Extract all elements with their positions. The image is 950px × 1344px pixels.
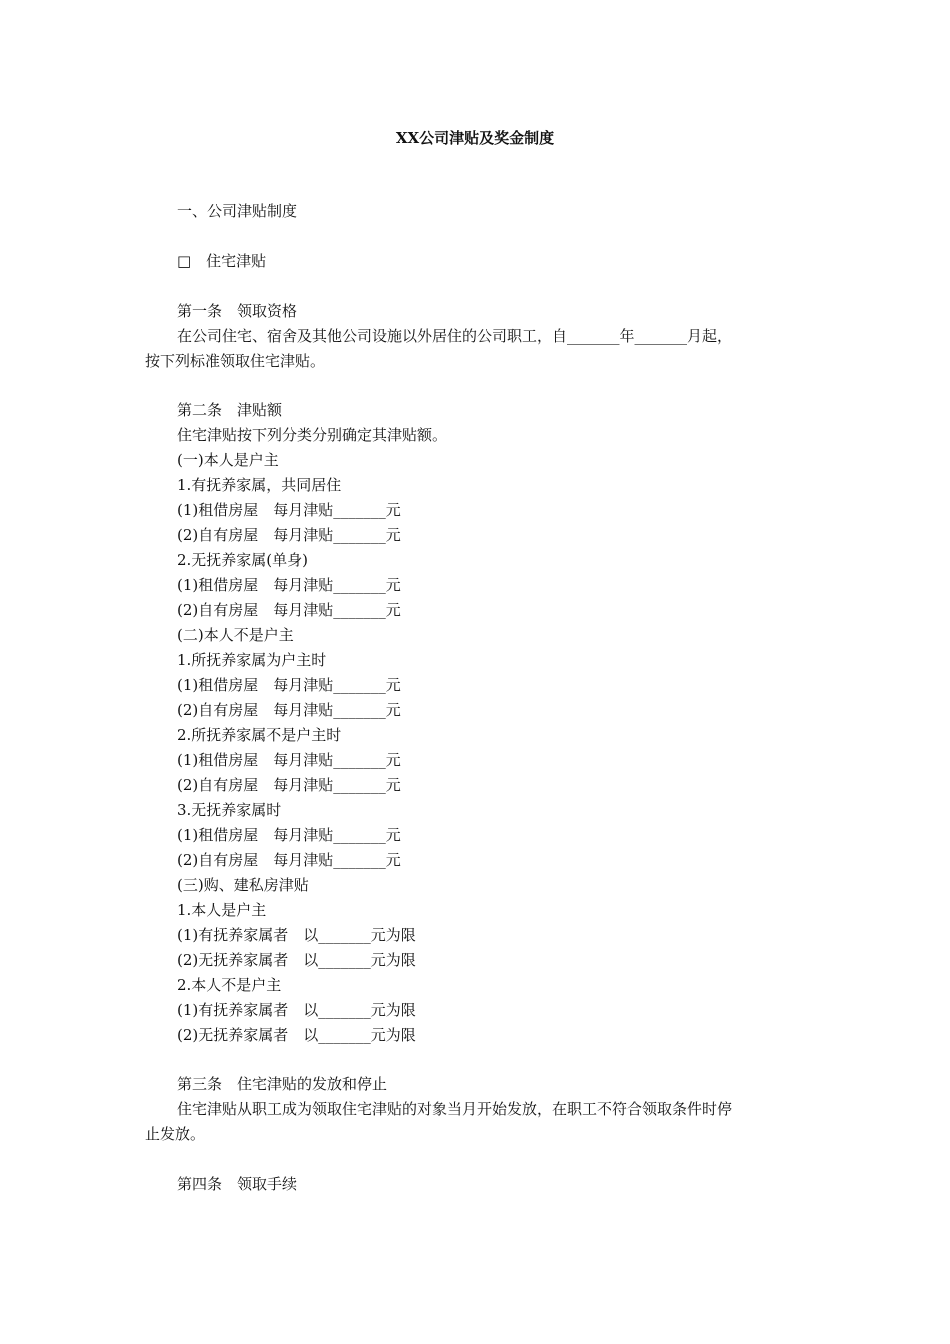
article-heading: 第四条 领取手续 xyxy=(177,1175,298,1193)
list-item: (2)自有房屋 每月津贴_______元 xyxy=(177,526,401,544)
list-item: (1)租借房屋 每月津贴_______元 xyxy=(177,576,401,594)
list-item: (1)有抚养家属者 以_______元为限 xyxy=(177,926,416,944)
paragraph-line: 住宅津贴按下列分类分别确定其津贴额。 xyxy=(177,426,448,444)
article-heading: 第三条 住宅津贴的发放和停止 xyxy=(177,1075,388,1093)
list-heading: (二)本人不是户主 xyxy=(177,626,294,644)
paragraph-line: 住宅津贴从职工成为领取住宅津贴的对象当月开始发放，在职工不符合领取条件时停 xyxy=(177,1100,733,1118)
paragraph-line: 在公司住宅、宿舍及其他公司设施以外居住的公司职工，自_______年_______月起， xyxy=(177,327,733,345)
list-item: (2)无抚养家属者 以_______元为限 xyxy=(177,1026,416,1044)
list-item: (2)自有房屋 每月津贴_______元 xyxy=(177,776,401,794)
article-heading: 第二条 津贴额 xyxy=(177,401,283,419)
article-heading: 第一条 领取资格 xyxy=(177,302,298,320)
list-item: (1)有抚养家属者 以_______元为限 xyxy=(177,1001,416,1019)
list-heading: (三)购、建私房津贴 xyxy=(177,876,309,894)
list-item: 1.有抚养家属，共同居住 xyxy=(177,476,342,494)
list-item: (2)自有房屋 每月津贴_______元 xyxy=(177,851,401,869)
list-item: (2)自有房屋 每月津贴_______元 xyxy=(177,601,401,619)
list-item: 3.无抚养家属时 xyxy=(177,801,282,819)
section-heading: 一、公司津贴制度 xyxy=(177,202,298,220)
list-item: (1)租借房屋 每月津贴_______元 xyxy=(177,826,401,844)
list-heading: (一)本人是户主 xyxy=(177,451,279,469)
list-item: 1.本人是户主 xyxy=(177,901,267,919)
list-item: 2.所抚养家属不是户主时 xyxy=(177,726,342,744)
list-item: 2.无抚养家属(单身) xyxy=(177,551,309,569)
list-item: (1)租借房屋 每月津贴_______元 xyxy=(177,501,401,519)
list-item: (1)租借房屋 每月津贴_______元 xyxy=(177,751,401,769)
list-item: (2)无抚养家属者 以_______元为限 xyxy=(177,951,416,969)
paragraph-line: 止发放。 xyxy=(145,1125,206,1143)
document-title: XX公司津贴及奖金制度 xyxy=(395,129,555,147)
paragraph-line: 按下列标准领取住宅津贴。 xyxy=(145,352,326,370)
list-item: (2)自有房屋 每月津贴_______元 xyxy=(177,701,401,719)
list-item: (1)租借房屋 每月津贴_______元 xyxy=(177,676,401,694)
list-item: 1.所抚养家属为户主时 xyxy=(177,651,327,669)
subsection-heading: □ 住宅津贴 xyxy=(177,252,267,270)
list-item: 2.本人不是户主 xyxy=(177,976,282,994)
